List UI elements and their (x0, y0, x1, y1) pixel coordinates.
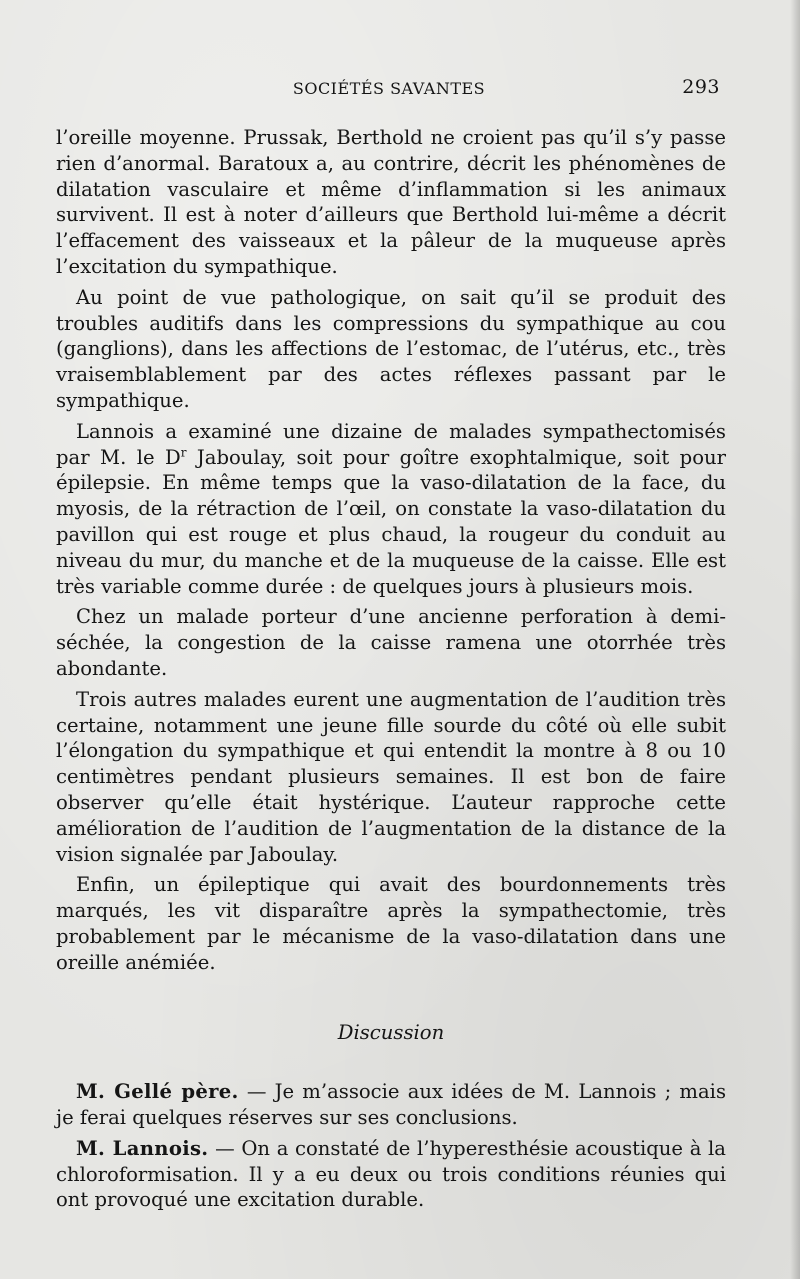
paragraph-3 (56, 419, 726, 600)
remark-gelle: — Je m’associe aux idées de M. Lannois ; mais je ferai quelques réserves sur ses conclusions. (56, 1080, 726, 1130)
paragraph-3-rest: Jaboulay, soit pour goître exophtalmique, soit pour épilepsie. En même temps que la vaso-dilatation de la face, du myosis, de la rétraction de l’œil, on constate la vaso-dilatation du pavillon qui est rouge et plus chaud, la rougeur du conduit au niveau du mur, du manche et de la muqueuse de la caisse. Elle est très variable comme durée : de quelques jours à plusieurs mois. (56, 445, 726, 598)
discussion-entry-lannois (56, 1136, 726, 1213)
remark-lannois: — On a constaté de l’hyperesthésie acoustique à la chloroformisation. Il y a eu deux ou trois conditions réunies qui ont provoqué une excitation durable. (56, 1136, 726, 1212)
page-number: 293 (682, 76, 720, 98)
body-text (56, 125, 726, 1218)
paragraph-1: l’oreille moyenne. Prussak, Berthold ne croient pas qu’il s’y passe rien d’anormal. Baratoux a, au contrire, décrit les phénomènes de dilatation vasculaire et même d’inflammation si les animaux survivent. Il est à noter d’ailleurs que Berthold lui-même a décrit l’effacement des vaisseaux et la pâleur de la muqueuse après l’excitation du sympathique. (56, 126, 726, 278)
paragraph-4: Chez un malade porteur d’une ancienne perforation à demi-séchée, la congestion de la caisse ramena une otorrhée très abondante. (56, 605, 726, 680)
speaker-gelle: M. Gellé père. (76, 1080, 239, 1104)
speaker-lannois: M. Lannois. (76, 1136, 209, 1160)
doctor-superscript: r (180, 445, 187, 460)
paragraph-5: Trois autres malades eurent une augmentation de l’audition très certaine, notamment une jeune fille sourde du côté où elle subit l’élongation du sympathique et qui entendit la montre à 8 ou 10 centimètres pendant plusieurs semaines. Il est bon de faire observer qu’elle était hystérique. L’auteur rapproche cette amélioration de l’audition de l’augmentation de la distance de la vision signalée par Jaboulay. (56, 687, 726, 866)
paragraph-2: Au point de vue pathologique, on sait qu’il se produit des troubles auditifs dans les compressions du sympathique au cou (ganglions), dans les affections de l’estomac, de l’utérus, etc., très vraisemblablement par des actes réflexes passant par le sympathique. (56, 285, 726, 412)
page-header (56, 76, 722, 102)
running-title: SOCIÉTÉS SAVANTES (292, 79, 486, 98)
paragraph-6: Enfin, un épileptique qui avait des bourdonnements très marqués, les vit disparaître après la sympathectomie, très probablement par le mécanisme de la vaso-dilatation dans une oreille anémiée. (56, 873, 726, 974)
discussion-entry-gelle (56, 1079, 726, 1131)
page-edge-shadow (790, 0, 800, 1279)
paragraph-3-start: Lannois a examiné une dizaine de malades sympathectomisés par M. le D (56, 419, 726, 469)
discussion-heading: Discussion (337, 1020, 445, 1044)
